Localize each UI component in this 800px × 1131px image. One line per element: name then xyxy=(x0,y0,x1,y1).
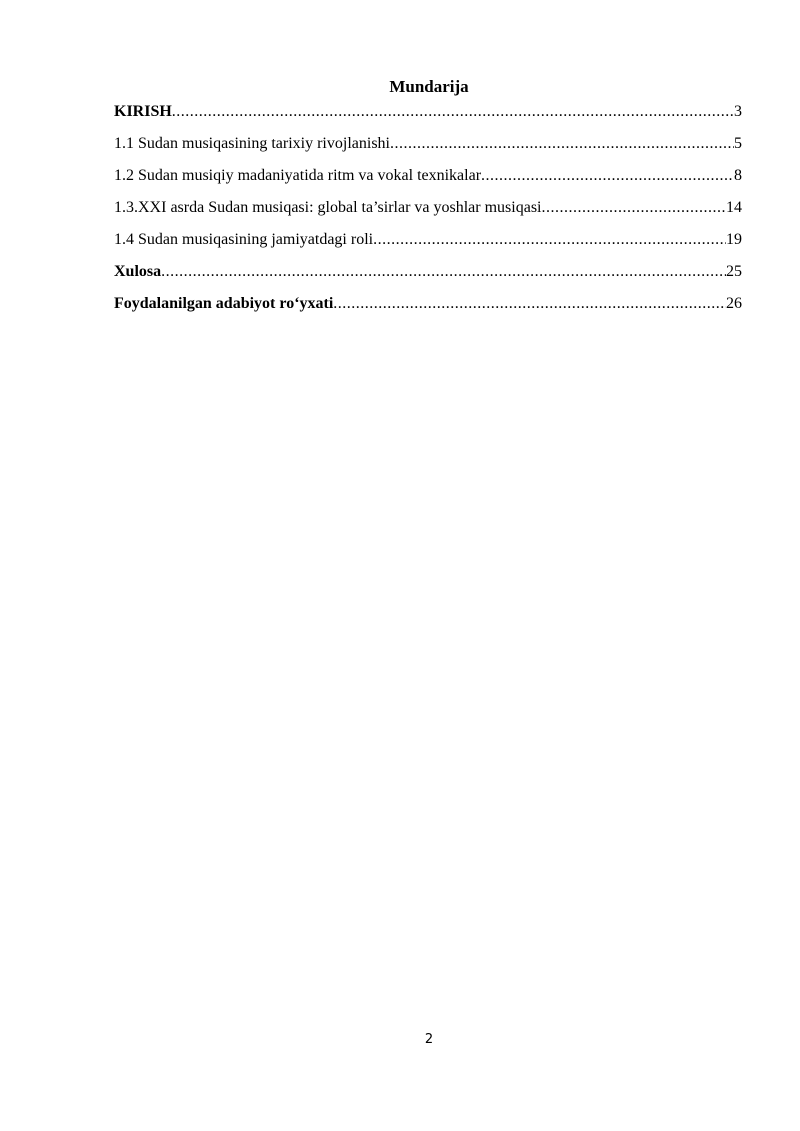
toc-dot-leader xyxy=(481,164,734,188)
toc-entry-1-4[interactable] xyxy=(114,228,742,260)
toc-entry-page: 26 xyxy=(726,295,742,312)
toc-entry-page: 5 xyxy=(734,135,742,152)
toc-dot-leader xyxy=(172,100,734,124)
toc-entry-page: 8 xyxy=(734,167,742,184)
toc-dot-leader xyxy=(390,132,734,156)
toc-entry-label: 1.2 Sudan musiqiy madaniyatida ritm va vokal texnikalar xyxy=(114,167,482,184)
toc-entry-label: KIRISH xyxy=(114,103,172,120)
toc-dot-leader xyxy=(373,228,726,252)
page-title: Mundarija xyxy=(389,77,469,96)
page-number: 2 xyxy=(424,1032,434,1047)
toc-entry-page: 3 xyxy=(734,103,742,120)
toc-entry-label: 1.3.XXI asrda Sudan musiqasi: global ta’sirlar va yoshlar musiqasi xyxy=(114,199,542,216)
toc-entry-1-1[interactable] xyxy=(114,132,742,164)
toc-entry-page: 25 xyxy=(726,263,742,280)
toc-entry-label: 1.1 Sudan musiqasining tarixiy rivojlanishi xyxy=(114,135,390,152)
toc-entry-label: Xulosa xyxy=(114,263,162,280)
table-of-contents xyxy=(114,100,742,324)
toc-entry-page: 19 xyxy=(726,231,742,248)
toc-entry-1-2[interactable] xyxy=(114,164,742,196)
toc-dot-leader xyxy=(333,292,726,316)
toc-entry-xulosa[interactable] xyxy=(114,260,742,292)
toc-dot-leader xyxy=(161,260,726,284)
toc-entry-page: 14 xyxy=(726,199,742,216)
toc-entry-adabiyot[interactable] xyxy=(114,292,742,324)
toc-dot-leader xyxy=(541,196,726,220)
toc-entry-kirish[interactable] xyxy=(114,100,742,132)
toc-entry-1-3[interactable] xyxy=(114,196,742,228)
toc-entry-label: Foydalanilgan adabiyot ro‘yxati xyxy=(114,295,334,312)
toc-entry-label: 1.4 Sudan musiqasining jamiyatdagi roli xyxy=(114,231,374,248)
